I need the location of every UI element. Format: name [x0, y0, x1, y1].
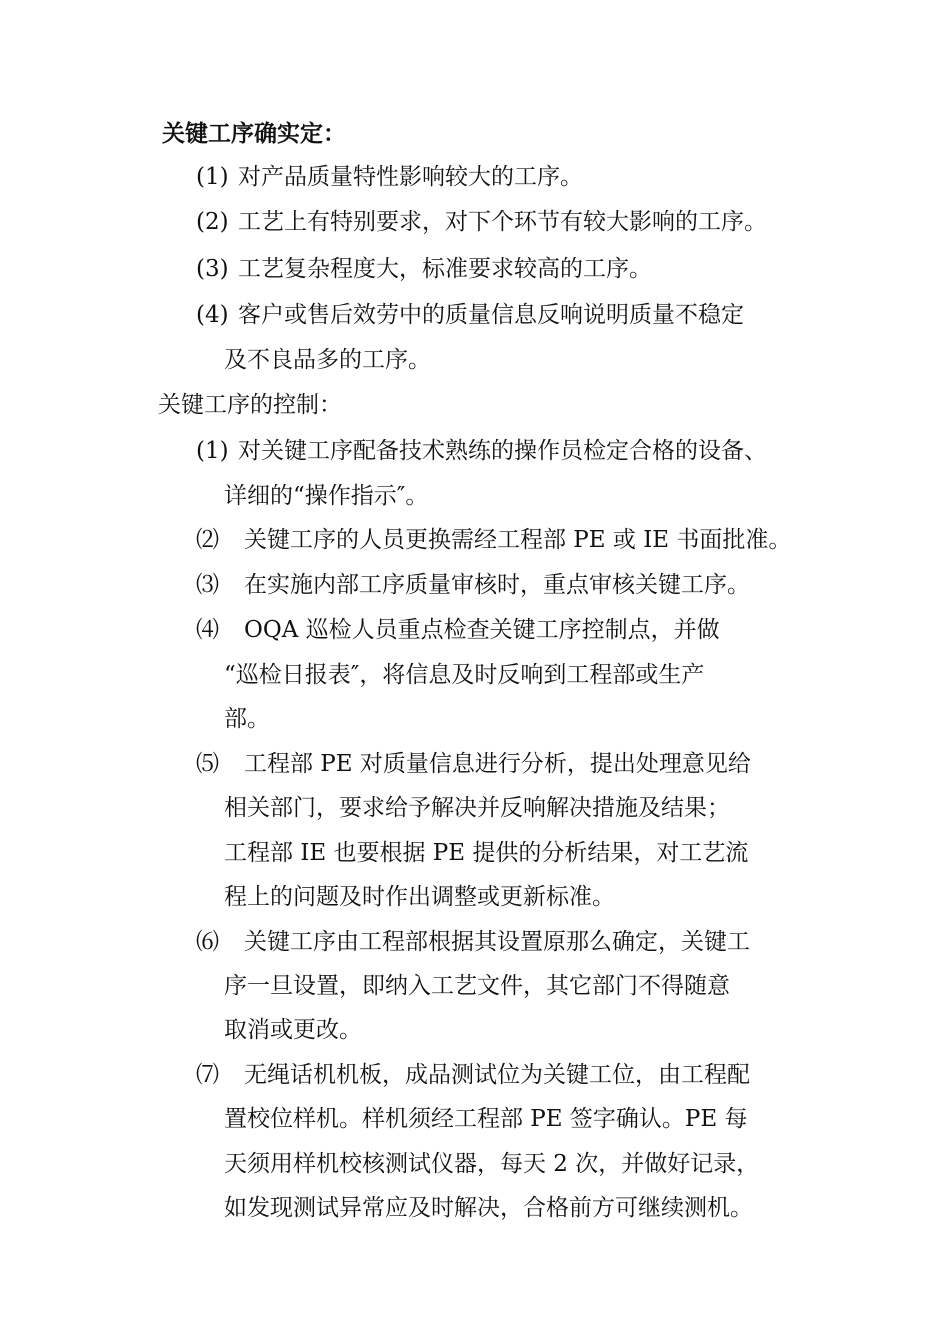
item-number: (3) [196, 256, 229, 282]
item-text-continued: 详细的“操作指示″。 [224, 483, 429, 509]
list-item [196, 436, 767, 466]
item-text: 对关键工序配备技术熟练的操作员检定合格的设备、 [238, 438, 767, 464]
item-number: (1) [196, 438, 229, 464]
list-item [196, 927, 750, 957]
list-item [196, 1060, 750, 1090]
item-text: 对产品质量特性影响较大的工序。 [238, 164, 583, 190]
item-text-continued: 如发现测试异常应及时解决，合格前方可继续测机。 [224, 1195, 753, 1221]
item-text-continued: 相关部门，要求给予解决并反响解决措施及结果； [224, 795, 730, 821]
item-text-continued: 部。 [224, 706, 270, 732]
item-text-continued: 工程部 IE 也要根据 PE 提供的分析结果，对工艺流 [224, 840, 749, 866]
item-text: 无绳话机机板，成品测试位为关键工位，由工程配 [244, 1062, 750, 1088]
item-number: (1) [196, 164, 229, 190]
item-text: 工艺上有特别要求，对下个环节有较大影响的工序。 [238, 209, 767, 235]
item-text: OQA 巡检人员重点检查关键工序控制点，并做 [244, 617, 720, 643]
list-item [196, 570, 750, 600]
item-text: 客户或售后效劳中的质量信息反响说明质量不稳定 [238, 302, 744, 328]
list-item [196, 300, 744, 330]
item-text: 关键工序由工程部根据其设置原那么确定，关键工 [244, 929, 750, 955]
list-item [196, 525, 791, 555]
list-item [196, 207, 767, 237]
list-item [196, 615, 720, 645]
item-text-continued: 置校位样机。样机须经工程部 PE 签字确认。PE 每 [224, 1106, 748, 1132]
item-text: 工程部 PE 对质量信息进行分析，提出处理意见给 [244, 751, 751, 777]
list-item [196, 162, 583, 192]
item-number: ⑷ [196, 617, 219, 643]
item-text: 工艺复杂程度大，标准要求较高的工序。 [238, 256, 652, 282]
item-number: ⑺ [196, 1062, 219, 1088]
item-text-continued: 程上的问题及时作出调整或更新标准。 [224, 884, 615, 910]
section2-heading: 关键工序的控制： [158, 392, 342, 418]
item-number: ⑶ [196, 572, 219, 598]
item-text-continued: “巡检日报表″，将信息及时反响到工程部或生产 [224, 662, 705, 688]
list-item [196, 254, 652, 284]
item-text: 在实施内部工序质量审核时，重点审核关键工序。 [244, 572, 750, 598]
item-text-continued: 取消或更改。 [224, 1017, 362, 1043]
list-item [196, 749, 751, 779]
item-number: ⑸ [196, 751, 219, 777]
item-number: (4) [196, 302, 229, 328]
item-number: ⑹ [196, 929, 219, 955]
item-number: (2) [196, 209, 229, 235]
item-text: 关键工序的人员更换需经工程部 PE 或 IE 书面批准。 [244, 527, 792, 553]
section1-heading: 关键工序确实定： [162, 120, 346, 147]
item-text-continued: 及不良品多的工序。 [224, 347, 431, 373]
item-text-continued: 序一旦设置，即纳入工艺文件，其它部门不得随意 [224, 973, 730, 999]
item-text-continued: 天须用样机校核测试仪器，每天 2 次，并做好记录， [224, 1151, 760, 1177]
item-number: ⑵ [196, 527, 219, 553]
